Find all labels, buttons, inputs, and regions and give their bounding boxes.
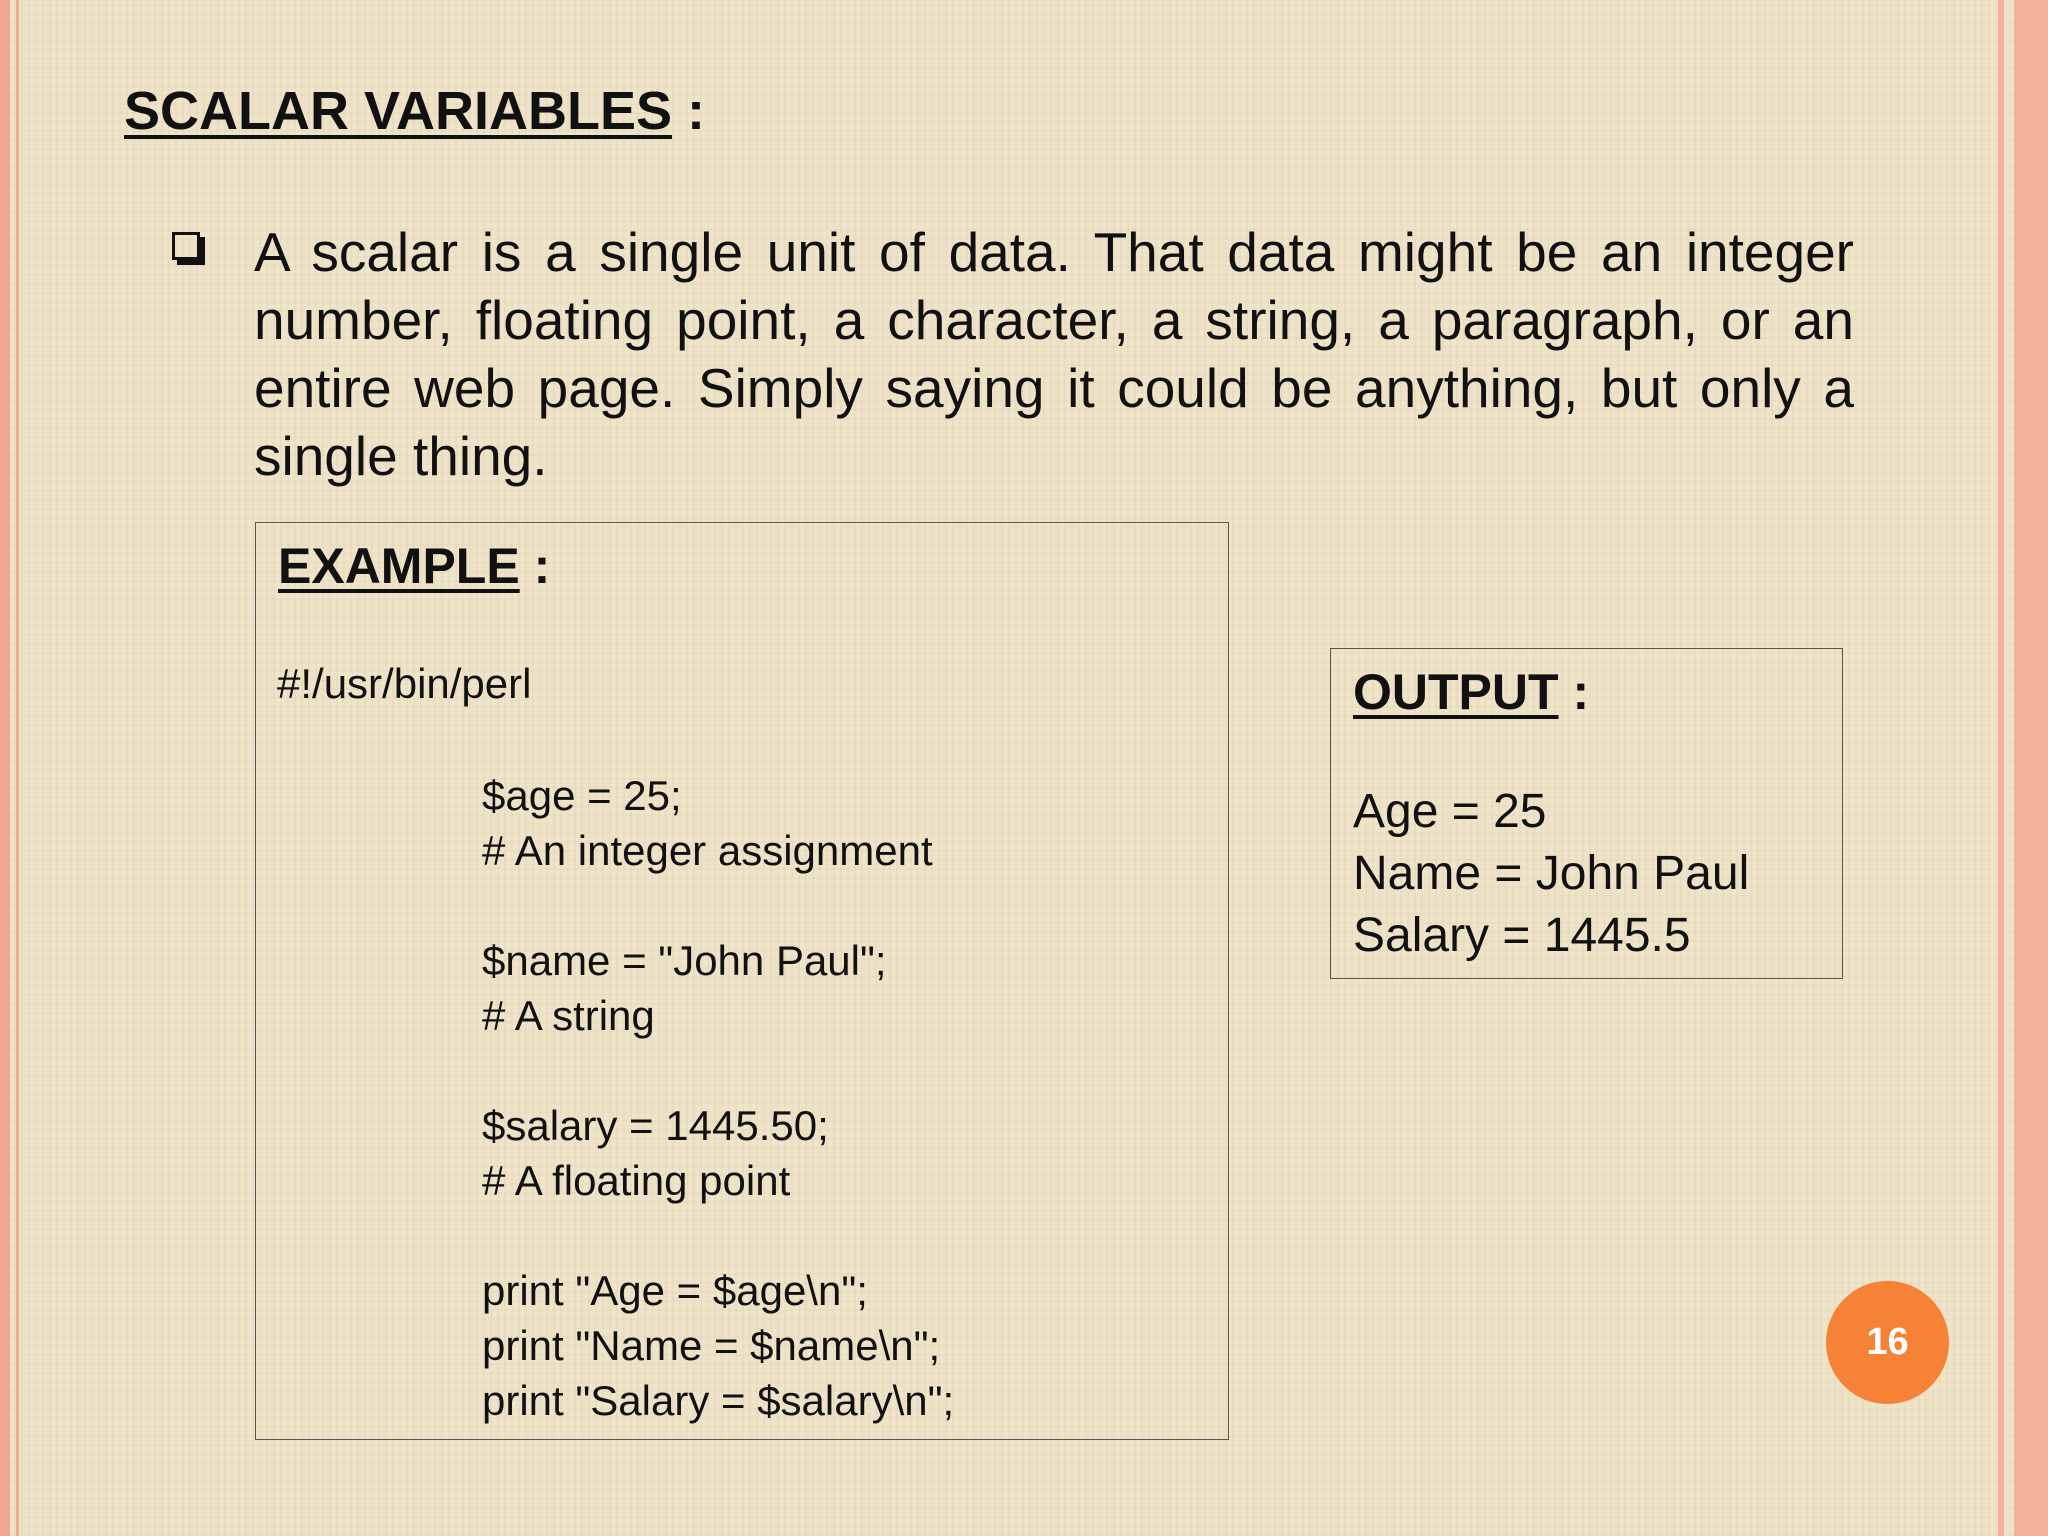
definition-paragraph: A scalar is a single unit of data. That data might be an integer number, floating point, a character, a string, a paragraph, or an entire web page. Simply saying it could be anything, but only a single thing. [254, 221, 1854, 487]
right-border-line [1998, 0, 2004, 1536]
slide-title [124, 82, 705, 141]
example-code-box [255, 522, 1229, 1440]
code-line [482, 1043, 954, 1098]
code-line [482, 1208, 954, 1263]
right-border-stripe [2014, 0, 2048, 1536]
left-border-stripe [0, 0, 10, 1536]
example-heading [278, 538, 551, 594]
page-number-badge: 16 [1826, 1281, 1949, 1404]
output-lines [1353, 781, 1749, 967]
output-heading-text: OUTPUT [1353, 664, 1559, 720]
output-line: Age = 25 [1353, 785, 1547, 838]
code-line: $age = 25; [482, 772, 682, 819]
output-box [1330, 648, 1843, 979]
output-line: Salary = 1445.5 [1353, 909, 1691, 962]
code-line: $salary = 1445.50; [482, 1102, 829, 1149]
code-shebang-line: #!/usr/bin/perl [277, 660, 532, 707]
output-line: Name = John Paul [1353, 847, 1750, 900]
code-line: # An integer assignment [482, 827, 933, 874]
example-heading-colon: : [519, 538, 551, 594]
code-line: $name = "John Paul"; [482, 937, 887, 984]
code-line: print "Name = $name\n"; [482, 1322, 941, 1369]
output-heading [1353, 664, 1590, 720]
slide-title-colon: : [672, 81, 706, 141]
checkbox-bullet-icon [172, 232, 200, 260]
slide-title-text: SCALAR VARIABLES [124, 81, 673, 141]
left-border-line [16, 0, 19, 1536]
code-line: # A floating point [482, 1157, 791, 1204]
example-heading-text: EXAMPLE [278, 538, 520, 594]
code-line: print "Age = $age\n"; [482, 1267, 868, 1314]
code-line [482, 878, 954, 933]
output-heading-colon: : [1558, 664, 1590, 720]
code-line: # A string [482, 992, 655, 1039]
code-line: print "Salary = $salary\n"; [482, 1377, 955, 1424]
code-lines [482, 768, 954, 1428]
